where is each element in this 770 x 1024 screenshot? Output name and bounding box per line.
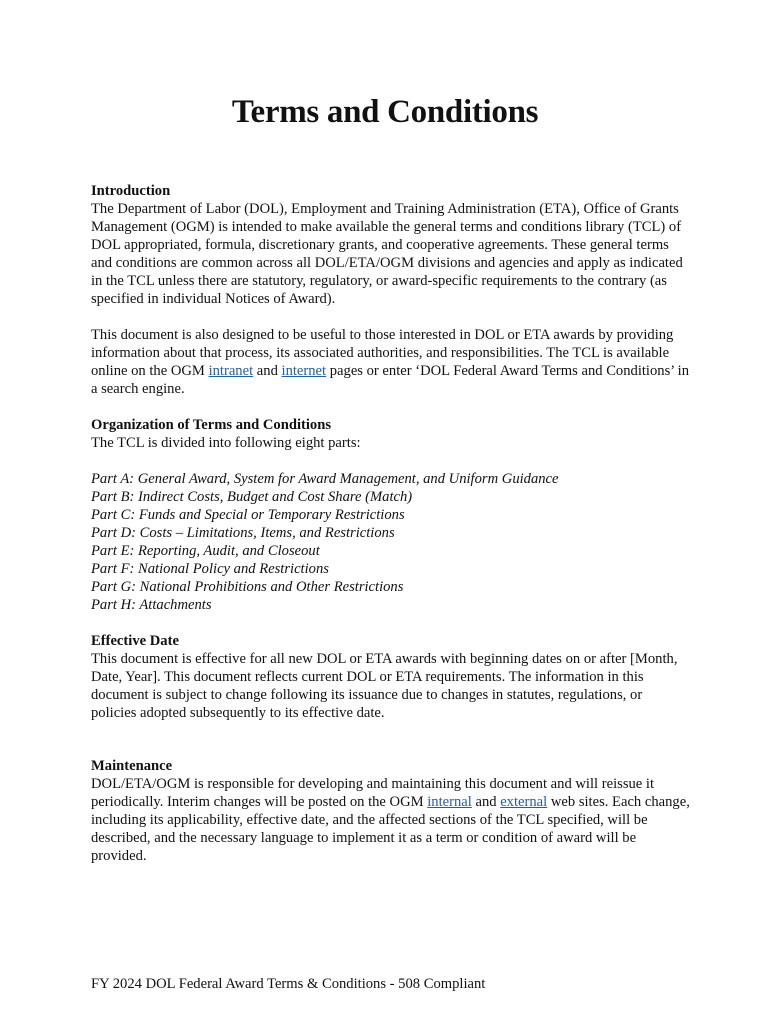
intro-paragraph-2 [91, 326, 691, 398]
list-item: Part E: Reporting, Audit, and Closeout [91, 543, 320, 559]
section-heading-maintenance: Maintenance [91, 758, 173, 774]
section-heading-effective-date: Effective Date [91, 633, 179, 649]
internal-link[interactable]: internal [427, 794, 472, 810]
page-footer: FY 2024 DOL Federal Award Terms & Conditions - 508 Compliant [91, 976, 486, 992]
organization-text: The TCL is divided into following eight parts: [91, 435, 361, 451]
page-title: Terms and Conditions [231, 94, 539, 130]
list-item: Part B: Indirect Costs, Budget and Cost Share (Match) [91, 489, 413, 505]
external-link[interactable]: external [500, 794, 548, 810]
list-item: Part F: National Policy and Restrictions [91, 561, 329, 577]
document-body [91, 182, 691, 865]
list-item: Part A: General Award, System for Award Management, and Uniform Guidance [91, 471, 559, 487]
intranet-link[interactable]: intranet [208, 363, 254, 379]
section-heading-organization: Organization of Terms and Conditions [91, 417, 332, 433]
intro-p2-text-after: pages or enter ‘DOL Federal Award Terms and Conditions’ in a search engine. [91, 363, 690, 397]
intro-p2-text-and: and [253, 363, 282, 379]
maintenance-paragraph [91, 775, 691, 865]
list-item: Part H: Attachments [91, 597, 212, 613]
parts-list [91, 470, 691, 614]
maintenance-text-before: DOL/ETA/OGM is responsible for developing and maintaining this document and will reissue it periodically. Interim changes will be posted on the OGM [91, 776, 655, 810]
intro-p2-text-before: This document is also designed to be useful to those interested in DOL or ETA awards by providing information about that process, its associated authorities, and responsibilities. The TCL is available online on the OGM [91, 327, 674, 379]
maintenance-text-after: web sites. Each change, including its applicability, effective date, and the affected sections of the TCL specified, will be described, and the necessary language to implement it as a term or condition of award will be provided. [91, 794, 690, 864]
internet-link[interactable]: internet [281, 363, 327, 379]
list-item: Part C: Funds and Special or Temporary Restrictions [91, 507, 405, 523]
list-item: Part G: National Prohibitions and Other Restrictions [91, 579, 404, 595]
maintenance-text-and: and [471, 794, 501, 810]
section-heading-introduction: Introduction [91, 183, 171, 199]
list-item: Part D: Costs – Limitations, Items, and Restrictions [91, 525, 395, 541]
effective-date-paragraph: This document is effective for all new DOL or ETA awards with beginning dates on or after [Month, Date, Year]. This document reflects current DOL or ETA requirements. The information in this document is subject to change following its issuance due to changes in statutes, regulations, or policies adopted subsequently to its effective date. [91, 651, 678, 721]
intro-paragraph-1: The Department of Labor (DOL), Employment and Training Administration (ETA), Office of Grants Management (OGM) is intended to make available the general terms and conditions library (TCL) of DOL appropriated, formula, discretionary grants, and cooperative agreements. These general terms and conditions are common across all DOL/ETA/OGM divisions and agencies and apply as indicated in the TCL unless there are statutory, regulatory, or award-specific requirements to the contrary (as specified in individual Notices of Award). [91, 201, 683, 307]
